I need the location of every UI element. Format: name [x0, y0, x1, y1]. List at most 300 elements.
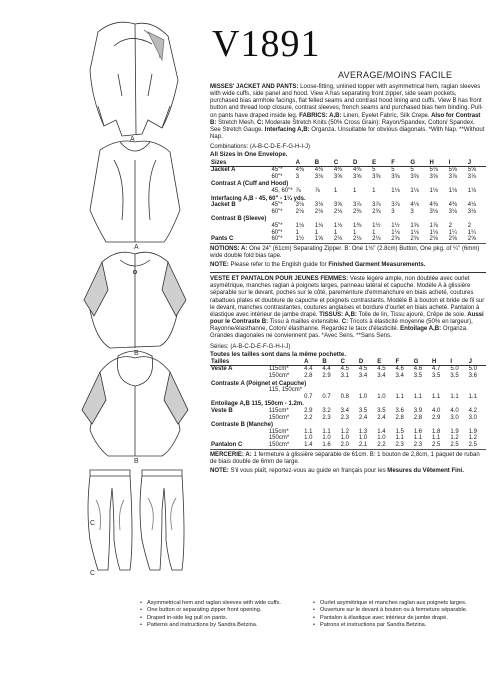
- yardage-value: 3⅞: [467, 173, 477, 180]
- yardage-value: 2.5: [431, 442, 449, 449]
- yardage-value: 3.0: [468, 414, 477, 421]
- yardage-value: 3⅛: [429, 208, 438, 215]
- yardage-value: 1¼: [467, 229, 477, 236]
- size-header-cell: H: [431, 359, 449, 366]
- yardage-value: 4⅛: [467, 202, 477, 209]
- yardage-value: 3⅛: [314, 202, 324, 209]
- yardage-value: 1½: [391, 222, 400, 229]
- yardage-value: 1⅛: [314, 222, 324, 229]
- yardage-value: 4⅜: [295, 167, 304, 174]
- yardage-value: 2⅛: [314, 208, 324, 215]
- size-header-cell: D: [352, 160, 371, 167]
- yardage-value: 3.4: [395, 373, 404, 380]
- yardage-value: 1⅛: [391, 229, 400, 236]
- sizes-header-row: [210, 160, 486, 167]
- yardage-value: 0.8: [340, 393, 349, 400]
- fabric-width: [268, 394, 303, 401]
- yardage-value: 4.6: [395, 366, 404, 373]
- row-label: [210, 209, 270, 216]
- yardage-value: ⅞: [295, 187, 301, 194]
- french-series: Séries: (A-B-C-D-E-F-G-H-I-J): [210, 343, 291, 350]
- feature-item: • Patterns and instructions by Sandra Betzina.: [140, 622, 305, 629]
- yardage-value: 2.8: [395, 414, 404, 421]
- yardage-value: 3⅛: [467, 208, 477, 215]
- table-row: [210, 236, 486, 243]
- yardage-value: 5.0: [468, 366, 477, 373]
- yardage-value: 4⅜: [448, 202, 457, 209]
- table-row: [210, 373, 486, 380]
- yardage-value: 3⅞: [372, 202, 381, 209]
- yardage-value: 1.1: [450, 393, 459, 400]
- yardage-value: 3.0: [450, 414, 459, 421]
- jacket-a-front-drawing: [90, 22, 178, 136]
- yardage-value: 1.1: [322, 428, 331, 435]
- yardage-value: 2.9: [322, 373, 331, 380]
- yardage-value: 1⅜: [352, 222, 362, 229]
- yardage-value: 1: [352, 229, 357, 236]
- row-label: [210, 415, 268, 422]
- yardage-value: 5⅝: [448, 167, 457, 174]
- yardage-value: 2: [448, 222, 452, 229]
- fabric-width: 60"*: [271, 173, 283, 180]
- jacket-b-back-drawing: [82, 351, 188, 456]
- yardage-value: 4⅜: [314, 167, 324, 174]
- yardage-value: 1⅛: [295, 222, 304, 229]
- size-header-cell: H: [428, 160, 447, 167]
- yardage-value: [468, 387, 486, 394]
- yardage-value: 1.1: [304, 428, 313, 435]
- yardage-value: 1¼: [448, 229, 457, 236]
- yardage-value: 1.2: [450, 435, 459, 442]
- yardage-value: 1: [295, 229, 299, 236]
- yardage-value: 1.0: [322, 435, 331, 442]
- yardage-value: 1: [333, 187, 338, 194]
- fabric-width: 60"*: [271, 208, 283, 215]
- yardage-value: 1⅝: [314, 236, 333, 243]
- size-header-cell: E: [376, 359, 394, 366]
- yardage-value: 1.4: [377, 428, 386, 435]
- yardage-value: 2: [467, 222, 472, 229]
- yardage-value: [413, 387, 431, 394]
- sizes-header-row: [210, 359, 486, 366]
- pattern-description-column: [210, 84, 486, 475]
- pants-c-back-drawing: [140, 470, 184, 570]
- table-row: [210, 202, 486, 209]
- yardage-value: 2.8: [304, 373, 313, 380]
- size-header-cell: Tailles: [210, 359, 268, 366]
- row-label: Jacket B: [211, 202, 236, 209]
- size-header-cell: E: [371, 160, 390, 167]
- yardage-value: 1⅛: [467, 187, 477, 194]
- yardage-value: 2.9: [304, 408, 313, 415]
- yardage-value: 3.4: [340, 408, 349, 415]
- yardage-value: [394, 387, 412, 394]
- fabric-width: 150cm*: [268, 442, 303, 449]
- row-label: [210, 373, 268, 380]
- table-row: [210, 223, 486, 230]
- fabric-width: 45"*: [271, 202, 283, 209]
- yardage-value: 3: [295, 173, 299, 180]
- yardage-value: 1: [333, 229, 338, 236]
- yardage-value: 4.4: [304, 366, 313, 373]
- size-header-cell: G: [409, 160, 428, 167]
- yardage-value: 1.0: [377, 435, 386, 442]
- fabric-width: 150cm*: [268, 373, 290, 380]
- yardage-value: 3.4: [358, 373, 368, 380]
- yardage-value: 1.6: [413, 428, 423, 435]
- yardage-value: 5⅛: [429, 167, 438, 174]
- size-header-cell: [270, 160, 294, 167]
- yardage-value: 1.0: [358, 435, 368, 442]
- french-yardage-table: [210, 359, 486, 450]
- table-row: [210, 442, 486, 449]
- yardage-value: 2⅝: [428, 236, 447, 243]
- english-all-sizes: All Sizes In One Envelope.: [210, 151, 288, 159]
- section-label: Entoilage A,B 115, 150cm - 1.2m.: [211, 401, 304, 408]
- yardage-value: 4.5: [340, 366, 349, 373]
- yardage-value: 3: [391, 208, 395, 215]
- fabric-width: 115cm*: [268, 408, 289, 415]
- fabric-width: 150cm*: [268, 414, 290, 421]
- yardage-value: 4⅛: [410, 202, 419, 209]
- yardage-value: 1.5: [395, 428, 404, 435]
- yardage-value: 1.4: [303, 442, 321, 449]
- english-features: [140, 600, 305, 630]
- yardage-value: 3.2: [322, 408, 331, 415]
- yardage-value: 2⅝: [390, 236, 409, 243]
- yardage-value: 3⅛: [448, 208, 457, 215]
- yardage-value: 1.1: [413, 435, 423, 442]
- yardage-value: 4.5: [377, 366, 386, 373]
- yardage-value: 3.5: [413, 373, 423, 380]
- yardage-value: 1.1: [432, 435, 441, 442]
- yardage-value: 1: [372, 229, 376, 236]
- yardage-value: 1.1: [432, 393, 441, 400]
- fabric-width: 115cm*: [268, 366, 289, 373]
- table-row: [210, 387, 486, 394]
- feature-item: • Pantalon à élastique avec intérieur de jambe drapé.: [313, 615, 478, 622]
- size-header-cell: F: [394, 359, 412, 366]
- yardage-value: 2.2: [376, 442, 394, 449]
- yardage-value: 1.1: [395, 393, 404, 400]
- yardage-value: [321, 387, 339, 394]
- yardage-value: 2⅝: [467, 236, 486, 243]
- table-row: [210, 174, 486, 181]
- yardage-value: 4.6: [413, 366, 423, 373]
- yardage-value: 1⅛: [410, 229, 419, 236]
- figure-label-a-front: A: [130, 136, 135, 143]
- yardage-value: [449, 387, 467, 394]
- table-row: [210, 366, 486, 373]
- yardage-value: ⅞: [314, 187, 320, 194]
- yardage-value: 3.5: [450, 373, 459, 380]
- yardage-value: 4⅜: [352, 167, 362, 174]
- yardage-value: 4.5: [358, 366, 368, 373]
- yardage-value: 3⅝: [333, 202, 343, 209]
- size-header-cell: D: [358, 359, 376, 366]
- figure-label-c-front: C: [90, 520, 96, 527]
- feature-item: • One button or separating zipper front opening.: [140, 607, 305, 614]
- yardage-value: 1½: [295, 236, 314, 243]
- yardage-value: 1⅛: [429, 229, 438, 236]
- yardage-value: 3.5: [377, 408, 386, 415]
- yardage-value: [340, 387, 358, 394]
- yardage-value: 4.4: [322, 366, 331, 373]
- table-row: [210, 394, 486, 401]
- yardage-value: 1.1: [468, 393, 477, 400]
- english-yardage-table: [210, 160, 486, 244]
- yardage-value: 4.2: [468, 408, 477, 415]
- difficulty-level: AVERAGE/MOINS FACILE: [338, 70, 453, 80]
- yardage-value: 4⅜: [429, 202, 438, 209]
- yardage-value: 1½: [372, 222, 381, 229]
- yardage-value: 1.6: [321, 442, 339, 449]
- yardage-value: 2⅝: [372, 208, 381, 215]
- yardage-value: 2.5: [468, 442, 486, 449]
- english-title: MISSES' JACKET AND PANTS:: [210, 84, 299, 90]
- table-row: [210, 421, 486, 429]
- size-header-cell: C: [340, 359, 358, 366]
- yardage-value: 1⅛: [448, 187, 457, 194]
- yardage-value: 3⅝: [429, 173, 438, 180]
- fabric-width: 45"*: [271, 167, 283, 174]
- size-header-cell: B: [321, 359, 339, 366]
- yardage-value: 1.1: [395, 435, 404, 442]
- yardage-value: 2⅝: [409, 236, 428, 243]
- section-label: Contrast B (Sleeve): [211, 216, 267, 223]
- pattern-number: V1891: [212, 23, 321, 65]
- yardage-value: 1: [372, 187, 376, 194]
- yardage-value: 2⅛: [333, 236, 352, 243]
- yardage-value: 2.3: [322, 414, 331, 421]
- yardage-value: 3⅛: [295, 202, 304, 209]
- row-label: [210, 387, 268, 394]
- row-label: [210, 230, 270, 237]
- yardage-value: 3⅛: [314, 173, 324, 180]
- yardage-value: [303, 387, 321, 394]
- feature-item: • Ouverture sur le devant à bouton ou à fermeture séparable.: [313, 607, 478, 614]
- english-notions: NOTIONS: A: One 24" (61cm) Separating Zipper. B: One 1⅛" (2.8cm) Button, One pkg. of ¼" (6mm) wide double fold bias tape.: [210, 245, 480, 259]
- yardage-value: 3⅝: [410, 173, 419, 180]
- yardage-value: 1.0: [358, 393, 368, 400]
- yardage-value: 2.2: [304, 414, 313, 421]
- french-description: VESTE ET PANTALON POUR JEUNES FEMMES: Veste légère ample, non doublée avec ourlet asymétrique, manches raglan à poignets larges, panneau latéral et capuche. Modèle A à glissière séparable sur le devant, poches sur le côté, parementure d'emmanchure en biais acheté, coutures rabattues plates et doublure de capuche et poignets contrastants. Modèle B à bouton et bride de fil sur le devant, manches contrastantes, coutures anglaises et bordure d'ourlet en biais acheté. Pantalon à élastique avec intérieur de jambe drapé. TISSUS: A,B: Toile de lin, Tissu ajouré, Crêpe de soie. Aussi pour le Contraste B: Tissu à mailles extensible. C: Tricots à élasticité moyenne (50% en largeur), Rayonne/élasthanne, Coton/ élasthanne. Regardez le taux d'élasticité. Entoilage A,B: Organza. Grandes diagonales ne conviennent pas. *Avec Sens. **Sans Sens.: [210, 276, 485, 340]
- yardage-value: 3.5: [432, 373, 441, 380]
- figure-label-a-back: A: [134, 244, 139, 251]
- yardage-value: 1⅛: [410, 187, 419, 194]
- size-header-cell: Sizes: [210, 160, 270, 167]
- row-label: [210, 174, 270, 181]
- jacket-a-back-drawing: [90, 141, 180, 242]
- yardage-value: 3: [410, 208, 414, 215]
- yardage-value: [358, 387, 376, 394]
- table-row: [210, 400, 486, 408]
- fabric-width: 60"*: [271, 229, 283, 236]
- yardage-value: 3⅝: [372, 173, 381, 180]
- yardage-value: 3⅞: [352, 202, 362, 209]
- yardage-value: [431, 387, 449, 394]
- row-label: [210, 394, 268, 401]
- fabric-width: 150cm*: [268, 435, 290, 442]
- yardage-value: 5: [391, 167, 395, 174]
- yardage-value: 2⅛: [333, 208, 343, 215]
- yardage-value: 2⅝: [448, 236, 467, 243]
- size-header-cell: J: [468, 359, 486, 366]
- french-all-sizes: Toutes les tailles sont dans la même pochette.: [210, 350, 347, 358]
- section-label: Contrast A (Cuff and Hood): [211, 181, 289, 188]
- fabric-width: 60"*: [270, 236, 294, 243]
- section-label: Interfacing A,B - 45, 60" - 1¼ yds.: [211, 195, 306, 202]
- yardage-value: 2.3: [394, 442, 412, 449]
- yardage-value: 3⅝: [333, 173, 343, 180]
- row-label: Pantalon C: [210, 442, 268, 449]
- row-label: [210, 223, 270, 230]
- yardage-value: 2⅛: [352, 236, 371, 243]
- yardage-value: 3.6: [395, 408, 404, 415]
- yardage-value: 5: [372, 167, 376, 174]
- yardage-value: 4.0: [432, 408, 441, 415]
- table-row: [210, 167, 486, 174]
- fabric-width: 115cm*: [268, 428, 289, 435]
- fabric-width: 45"*: [271, 222, 283, 229]
- technical-illustrations: [60, 10, 210, 575]
- yardage-value: 5⅝: [467, 167, 477, 174]
- table-row: [210, 408, 486, 415]
- yardage-value: 1.1: [413, 393, 423, 400]
- size-header-cell: I: [448, 160, 467, 167]
- size-header-cell: A: [295, 160, 314, 167]
- table-row: [210, 380, 486, 388]
- size-header-cell: I: [449, 359, 467, 366]
- yardage-value: 1⅞: [429, 222, 438, 229]
- yardage-value: 3⅞: [391, 202, 400, 209]
- yardage-value: 1.8: [432, 428, 441, 435]
- fabric-width: 115, 150cm*: [268, 387, 303, 394]
- yardage-value: 3.9: [413, 408, 423, 415]
- table-row: [210, 209, 486, 216]
- table-row: [210, 180, 486, 188]
- yardage-value: 1.0: [304, 435, 313, 442]
- yardage-value: 2.1: [358, 442, 376, 449]
- size-header-cell: [268, 359, 303, 366]
- french-mercerie: MERCERIE: A: 1 fermeture à glissière séparable de 61cm. B: 1 bouton de 2,8cm, 1 paquet de ruban de biais double de 6mm de large.: [210, 451, 480, 465]
- yardage-value: 1.9: [450, 428, 459, 435]
- jacket-b-front-drawing: [84, 252, 186, 348]
- yardage-value: 0.7: [322, 393, 331, 400]
- yardage-value: 4.7: [432, 366, 441, 373]
- yardage-value: 2.0: [340, 442, 358, 449]
- yardage-value: 3.6: [468, 373, 477, 380]
- garment-line-drawings: [60, 10, 210, 575]
- yardage-value: 0.7: [304, 393, 313, 400]
- feature-item: • Patrons et instructions par Sandra Betzina.: [313, 622, 478, 629]
- size-header-cell: C: [333, 160, 352, 167]
- yardage-value: 3⅝: [391, 173, 400, 180]
- row-label: Pants C: [210, 236, 270, 243]
- row-label: Jacket A: [211, 167, 236, 174]
- section-label: Contraste A (Poignet et Capuche): [211, 380, 307, 387]
- yardage-value: 2.3: [340, 414, 349, 421]
- section-label: Contraste B (Manche): [211, 422, 274, 429]
- row-label: Veste A: [211, 366, 233, 373]
- table-row: [210, 429, 486, 436]
- yardage-value: 1.2: [340, 428, 349, 435]
- feature-item: • Draped in-side leg pull on pants.: [140, 615, 305, 622]
- row-label: [210, 188, 270, 195]
- table-row: [210, 230, 486, 237]
- english-combinations: Combinations: (A-B-C-D-E-F-G-H-I-J): [210, 144, 311, 151]
- yardage-value: 1: [314, 229, 319, 236]
- size-header-cell: J: [467, 160, 486, 167]
- yardage-value: 2.4: [358, 414, 368, 421]
- yardage-value: 2.3: [413, 442, 431, 449]
- yardage-value: 1.3: [358, 428, 368, 435]
- yardage-value: 2.9: [432, 414, 441, 421]
- yardage-value: 2⅜: [352, 208, 362, 215]
- yardage-value: 3.4: [377, 373, 386, 380]
- yardage-value: 3⅝: [352, 173, 362, 180]
- english-description: MISSES' JACKET AND PANTS: Loose-fitting, unlined topper with asymmetrical hem, raglan sleeves with wide cuffs, side panel and hood. View A has separating front zipper, side seam pockets, purchased bias armhole facings, flat felled seams and contrast hood lining and cuffs. View B has front button and thread loop closure, contrast sleeves, french seams and purchased bias hem binding. Pull-on pants have draped inside leg. FABRICS: A,B: Linen, Eyelet Fabric, Silk Crepe. Also for Contrast B: Stretch Mesh. C: Moderate Stretch Knits (50% Cross Grain): Rayon/Spandex, Cotton/ Spandex. See Stretch Gauge. Interfacing A,B: Organza. Unsuitable for obvious diagonals. *With Nap. **Without Nap.: [210, 84, 485, 141]
- french-title: VESTE ET PANTALON POUR JEUNES FEMMES:: [210, 276, 349, 283]
- yardage-value: 1⅛: [429, 187, 438, 194]
- yardage-value: 1⅛: [391, 187, 400, 194]
- row-label: [210, 435, 268, 442]
- yardage-value: 1.0: [340, 435, 349, 442]
- yardage-value: 2.8: [413, 414, 423, 421]
- yardage-value: 4.0: [450, 408, 459, 415]
- yardage-value: 2.4: [377, 414, 386, 421]
- yardage-value: 1.2: [468, 435, 477, 442]
- yardage-value: 2.5: [449, 442, 467, 449]
- yardage-value: 5.0: [450, 366, 459, 373]
- yardage-value: 5: [410, 167, 414, 174]
- feature-item: • Asymmetrical hem and raglan sleeves with wide cuffs.: [140, 600, 305, 607]
- yardage-value: 1.9: [468, 428, 477, 435]
- table-row: [210, 415, 486, 422]
- english-note: NOTE: Please refer to the English guide for Finished Garment Measurements.: [210, 262, 426, 268]
- yardage-value: 2⅛: [371, 236, 390, 243]
- table-row: [210, 215, 486, 223]
- figure-label-c-back: C: [90, 570, 96, 577]
- yardage-value: 1: [352, 187, 357, 194]
- row-label: [210, 429, 268, 436]
- table-row: [210, 435, 486, 442]
- yardage-value: 3.5: [358, 408, 368, 415]
- language-divider: [210, 272, 486, 273]
- size-header-cell: G: [413, 359, 431, 366]
- row-label: Veste B: [211, 408, 233, 415]
- french-features: [313, 600, 478, 630]
- yardage-value: 2⅛: [295, 208, 304, 215]
- feature-item: • Ourlet asymétrique et manches raglan aux poignets larges.: [313, 600, 478, 607]
- figure-label-b-back: B: [134, 458, 139, 465]
- yardage-value: 3⅞: [448, 173, 457, 180]
- table-row: [210, 188, 486, 195]
- size-header-cell: B: [314, 160, 333, 167]
- size-header-cell: F: [390, 160, 409, 167]
- yardage-value: 1⅝: [410, 222, 419, 229]
- yardage-value: [376, 387, 394, 394]
- table-row: [210, 195, 486, 203]
- french-note: NOTE: S'il vous plaît, reportez-vous au guide en français pour les Mesures du Vêtement Fini.: [210, 467, 464, 474]
- yardage-value: 3.1: [340, 373, 349, 380]
- figure-label-b-front: B: [134, 350, 139, 357]
- yardage-value: 1.0: [377, 393, 386, 400]
- fabric-width: 45, 60"*: [271, 187, 293, 194]
- size-header-cell: A: [303, 359, 321, 366]
- yardage-value: 4⅜: [333, 167, 343, 174]
- yardage-value: 1⅛: [333, 222, 343, 229]
